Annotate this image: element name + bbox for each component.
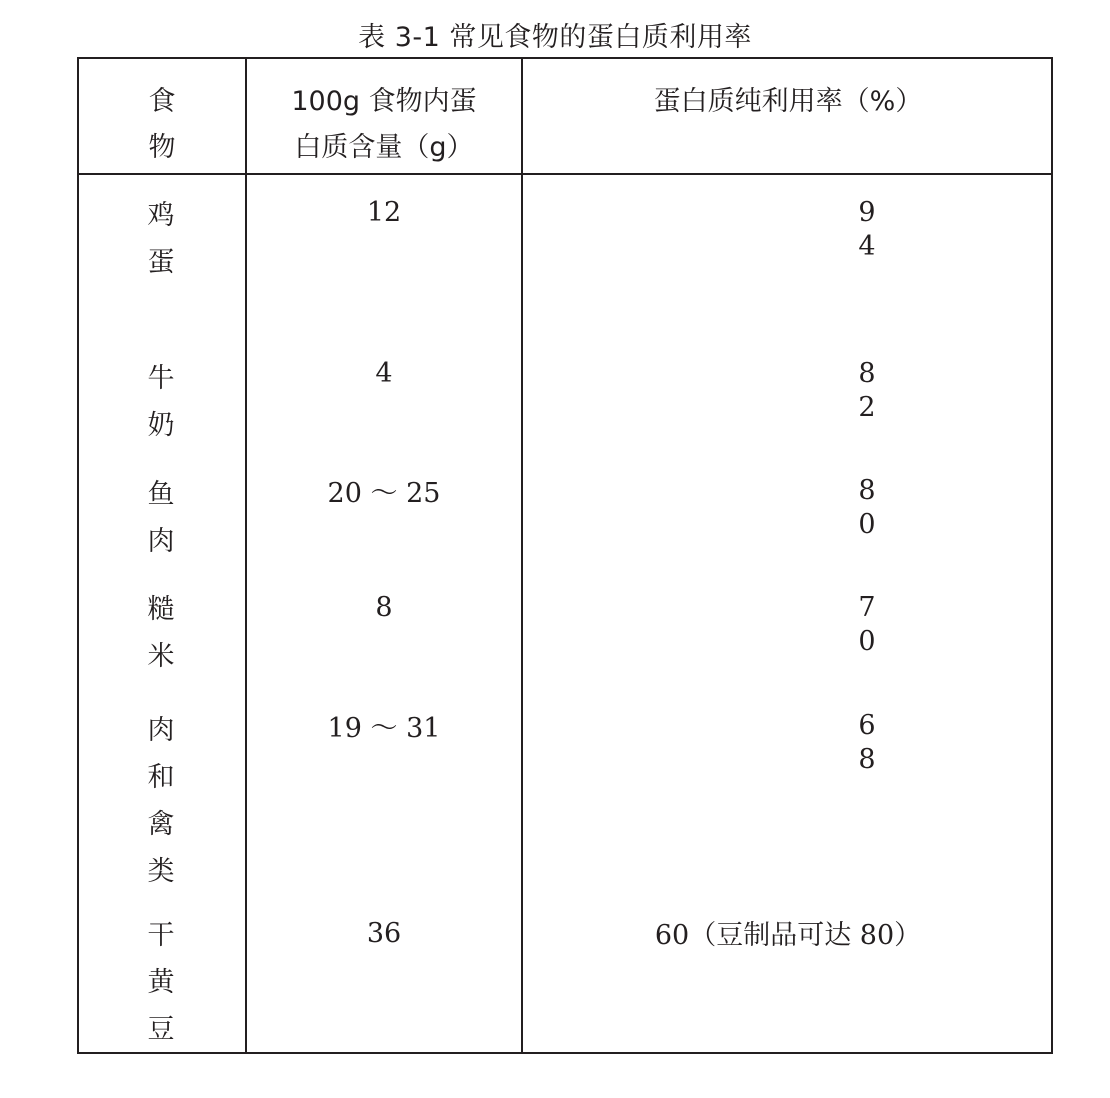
cell-food: 鱼肉	[147, 479, 175, 557]
cell-protein-content: 36	[366, 918, 402, 949]
header-utilization: 蛋白质纯利用率（%）	[653, 86, 923, 117]
cell-protein-content: 20 ～ 25	[327, 478, 441, 509]
cell-utilization: 80	[858, 475, 876, 540]
cell-food: 干黄豆	[147, 920, 175, 1045]
table-caption: 表 3-1 常见食物的蛋白质利用率	[358, 22, 752, 53]
cell-food: 鸡蛋	[147, 200, 175, 278]
cell-utilization: 82	[858, 358, 876, 423]
cell-utilization: 94	[858, 197, 876, 262]
cell-protein-content: 19 ～ 31	[327, 713, 441, 744]
header-divider	[79, 173, 1051, 175]
cell-utilization: 60（豆制品可达 80）	[654, 920, 922, 951]
cell-food: 牛奶	[147, 363, 175, 441]
cell-food: 糙米	[147, 594, 175, 672]
cell-protein-content: 8	[375, 592, 393, 623]
cell-protein-content: 4	[375, 358, 393, 389]
cell-protein-content: 12	[366, 197, 402, 228]
column-divider	[521, 59, 523, 1052]
header-protein-content: 100g 食物内蛋白质含量（g）	[291, 86, 477, 163]
cell-food: 肉和禽类	[147, 715, 175, 887]
protein-utilization-table	[77, 57, 1053, 1054]
header-food: 食物	[148, 86, 176, 163]
cell-utilization: 70	[858, 592, 876, 657]
cell-utilization: 68	[858, 710, 876, 775]
